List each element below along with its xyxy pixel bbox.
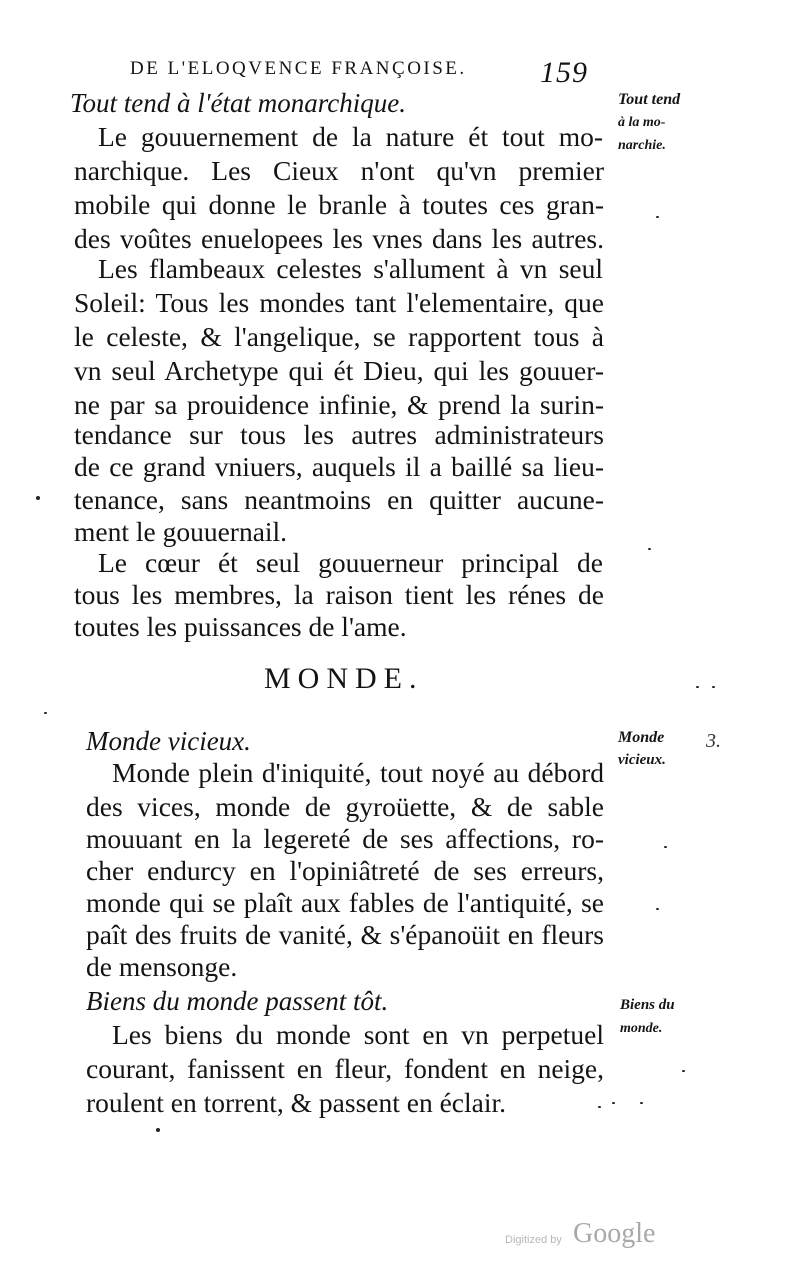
paragraph-line: Monde plein d'iniquité, tout noyé au débord (112, 757, 604, 788)
paragraph-line: vn seul Archetype qui ét Dieu, qui les gouuer- (74, 355, 604, 386)
page-number: 159 (540, 56, 588, 89)
scan-speck (648, 548, 651, 550)
scan-speck (712, 686, 715, 688)
digitizer-watermark (505, 1218, 685, 1258)
paragraph-line: courant, fanissent en fleur, fondent en neige, (86, 1053, 604, 1084)
margin-note-line: vicieux. (618, 752, 666, 768)
paragraph-line: des vices, monde de gyroüette, & de sable (86, 791, 604, 822)
scan-speck (598, 1106, 601, 1108)
google-logo: Google (573, 1218, 656, 1249)
paragraph-line: narchique. Les Cieux n'ont qu'vn premier (74, 155, 604, 186)
scan-speck (682, 1070, 685, 1072)
scan-speck (664, 846, 667, 848)
scan-speck (44, 712, 47, 714)
paragraph-line: ment le gouuernail. (74, 516, 288, 547)
paragraph-line: mouuant en la legereté de ses affections, ro- (86, 823, 604, 854)
paragraph-line: mobile qui donne le branle à toutes ces gran- (74, 189, 604, 220)
paragraph-line: de ce grand vniuers, auquels il a baillé sa lieu- (74, 451, 604, 482)
scan-speck (156, 1128, 160, 1132)
margin-note-line: Biens du (620, 997, 675, 1013)
paragraph-line: tous les membres, la raison tient les rénes de (74, 579, 604, 610)
paragraph-line: monde qui se plaît aux fables de l'antiquité, se (86, 887, 604, 918)
scan-speck (656, 908, 659, 910)
margin-note-line: Monde (618, 729, 665, 746)
paragraph-line: des voûtes enuelopees les vnes dans les autres. (74, 223, 604, 254)
scan-speck (640, 1102, 643, 1104)
scan-speck (612, 1102, 615, 1104)
heading-monde-vicieux: Monde vicieux. (86, 726, 251, 756)
section-title: MONDE. (264, 662, 424, 695)
paragraph-line: ne par sa prouidence infinie, & prend la surin- (74, 389, 604, 420)
paragraph-line: tenance, sans neantmoins en quitter aucune- (74, 484, 604, 515)
paragraph-line: le celeste, & l'angelique, se rapportent tous à (74, 321, 604, 352)
margin-note-monde-vicieux (618, 726, 666, 772)
scan-speck (696, 686, 699, 688)
margin-note-line: narchie. (618, 138, 666, 153)
scan-speck (36, 496, 40, 500)
running-title: DE L'ELOQVENCE FRANÇOISE. (130, 58, 467, 79)
paragraph-line: Les flambeaux celestes s'allument à vn seul (98, 253, 603, 284)
watermark-digitized-label: Digitized by (505, 1234, 562, 1246)
handwritten-annotation: 3. (706, 730, 721, 752)
paragraph-line: tendance sur tous les autres administrateurs (74, 419, 604, 450)
margin-note-line: à la mo- (618, 115, 666, 130)
paragraph-line: Le gouuernement de la nature ét tout mo- (98, 121, 603, 152)
heading-monarchie: Tout tend à l'état monarchique. (70, 88, 407, 118)
paragraph-line: toutes les puissances de l'ame. (74, 611, 407, 642)
margin-note-biens (620, 994, 675, 1040)
paragraph-line: roulent en torrent, & passent en éclair. (86, 1087, 506, 1118)
paragraph-line: Soleil: Tous les mondes tant l'elementaire, que (74, 287, 604, 318)
margin-note-line: monde. (620, 1021, 663, 1036)
paragraph-line: de mensonge. (86, 951, 238, 982)
scan-speck (656, 216, 659, 218)
paragraph-line: Le cœur ét seul gouuerneur principal de (98, 547, 603, 578)
paragraph-line: Les biens du monde sont en vn perpetuel (112, 1019, 604, 1050)
heading-biens-du-monde: Biens du monde passent tôt. (86, 986, 389, 1016)
margin-note-line: Tout tend (618, 91, 681, 108)
paragraph-line: paît des fruits de vanité, & s'épanoüit en fleurs (86, 919, 604, 950)
margin-note-monarchie (618, 88, 680, 157)
paragraph-line: cher endurcy en l'opiniâtreté de ses erreurs, (86, 855, 604, 886)
